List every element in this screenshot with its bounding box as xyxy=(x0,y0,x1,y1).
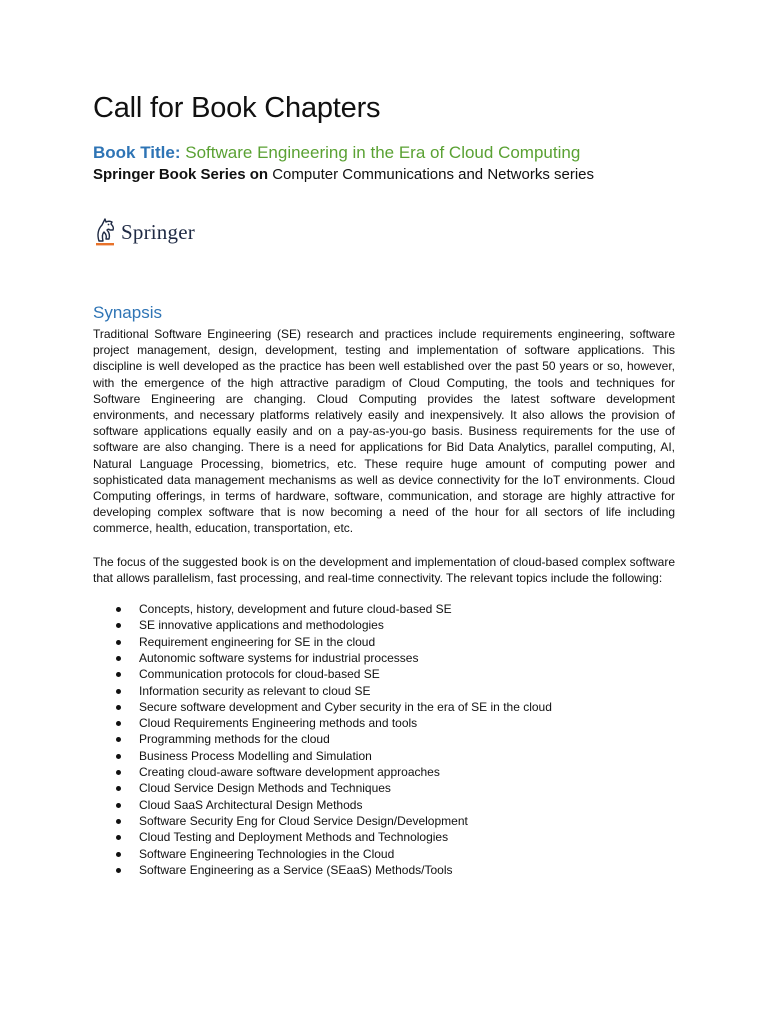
topic-text: Requirement engineering for SE in the cloud xyxy=(139,634,376,649)
topic-text: Creating cloud-aware software development approaches xyxy=(139,765,440,780)
list-item xyxy=(93,764,675,780)
topic-text: Software Security Eng for Cloud Service Design/Development xyxy=(139,813,468,828)
springer-horse-icon xyxy=(93,217,117,247)
bullet-icon xyxy=(116,672,121,677)
list-item xyxy=(93,683,675,699)
bullet-icon xyxy=(116,786,121,791)
topic-text: Information security as relevant to cloud SE xyxy=(139,683,371,698)
topic-text: Cloud SaaS Architectural Design Methods xyxy=(139,797,363,812)
bullet-icon xyxy=(116,640,121,645)
list-item xyxy=(93,699,675,715)
book-title-label: Book Title: xyxy=(93,143,181,162)
list-item xyxy=(93,797,675,813)
list-item xyxy=(93,601,675,617)
topic-text: Cloud Testing and Deployment Methods and Technologies xyxy=(139,830,449,845)
list-item xyxy=(93,846,675,862)
bullet-icon xyxy=(116,819,121,824)
bullet-icon xyxy=(116,754,121,759)
topic-text: Cloud Requirements Engineering methods and tools xyxy=(139,716,418,731)
bullet-icon xyxy=(116,852,121,857)
list-item xyxy=(93,780,675,796)
bullet-icon xyxy=(116,737,121,742)
synopsis-paragraph-2: The focus of the suggested book is on the development and implementation of cloud-based complex software that allows parallelism, fast processing, and real-time connectivity. The relevant topics include the following: xyxy=(93,554,675,585)
list-item xyxy=(93,731,675,747)
bullet-icon xyxy=(116,868,121,873)
topic-text: Software Engineering Technologies in the Cloud xyxy=(139,846,395,861)
springer-logo xyxy=(93,215,675,249)
topic-text: Software Engineering as a Service (SEaaS) Methods/Tools xyxy=(139,862,453,877)
topic-text: Cloud Service Design Methods and Techniques xyxy=(139,781,391,796)
series-value: Computer Communications and Networks series xyxy=(272,166,595,183)
bullet-icon xyxy=(116,623,121,628)
topic-text: Concepts, history, development and future cloud-based SE xyxy=(139,602,452,617)
list-item xyxy=(93,666,675,682)
page-title: Call for Book Chapters xyxy=(93,92,381,124)
topic-text: Programming methods for the cloud xyxy=(139,732,330,747)
bullet-icon xyxy=(116,689,121,694)
bullet-icon xyxy=(116,803,121,808)
list-item xyxy=(93,862,675,878)
list-item xyxy=(93,617,675,633)
list-item xyxy=(93,813,675,829)
series-label: Springer Book Series on xyxy=(93,166,269,183)
synopsis-paragraph-1: Traditional Software Engineering (SE) research and practices include requirements engineering, software project management, design, development, testing and implementation of software applications. This discipline is well developed as the practice has been well established over the past 50 years or so, however, with the emergence of the high attractive paradigm of Cloud Computing, the tools and techniques for Software Engineering are changing. Cloud Computing provides the latest software development environments, and necessary platforms relatively easily and inexpensively. It also allows the provision of software applications equally easily and on a pay-as-you-go basis. Business requirements for the use of software are also changing. There is a need for applications for Bid Data Analytics, parallel computing, AI, Natural Language Processing, biometrics, etc. These require huge amount of computing power and sophisticated data management mechanisms as well as device connectivity for the IoT environments. Cloud Computing offerings, in terms of hardware, software, communication, and storage are highly attractive for developing complex software that is now becoming a need of the hour for all sectors of life including commerce, health, education, transportation, etc. xyxy=(93,327,675,536)
bullet-icon xyxy=(116,835,121,840)
bullet-icon xyxy=(116,721,121,726)
bullet-icon xyxy=(116,607,121,612)
topic-text: SE innovative applications and methodologies xyxy=(139,618,384,633)
topic-text: Secure software development and Cyber security in the era of SE in the cloud xyxy=(139,699,552,714)
topic-text: Business Process Modelling and Simulation xyxy=(139,748,372,763)
bullet-icon xyxy=(116,656,121,661)
logo-text: Springer xyxy=(121,219,195,244)
list-item xyxy=(93,829,675,845)
list-item xyxy=(93,650,675,666)
document-page xyxy=(93,88,675,878)
book-title-value: Software Engineering in the Era of Cloud Computing xyxy=(185,143,581,162)
topic-text: Autonomic software systems for industrial processes xyxy=(139,650,419,665)
list-item xyxy=(93,715,675,731)
bullet-icon xyxy=(116,705,121,710)
book-title-line xyxy=(93,142,675,164)
bullet-icon xyxy=(116,770,121,775)
synopsis-heading: Synapsis xyxy=(93,303,162,322)
list-item xyxy=(93,634,675,650)
series-line xyxy=(93,165,675,185)
topic-text: Communication protocols for cloud-based SE xyxy=(139,667,380,682)
list-item xyxy=(93,748,675,764)
topics-list xyxy=(93,601,675,878)
